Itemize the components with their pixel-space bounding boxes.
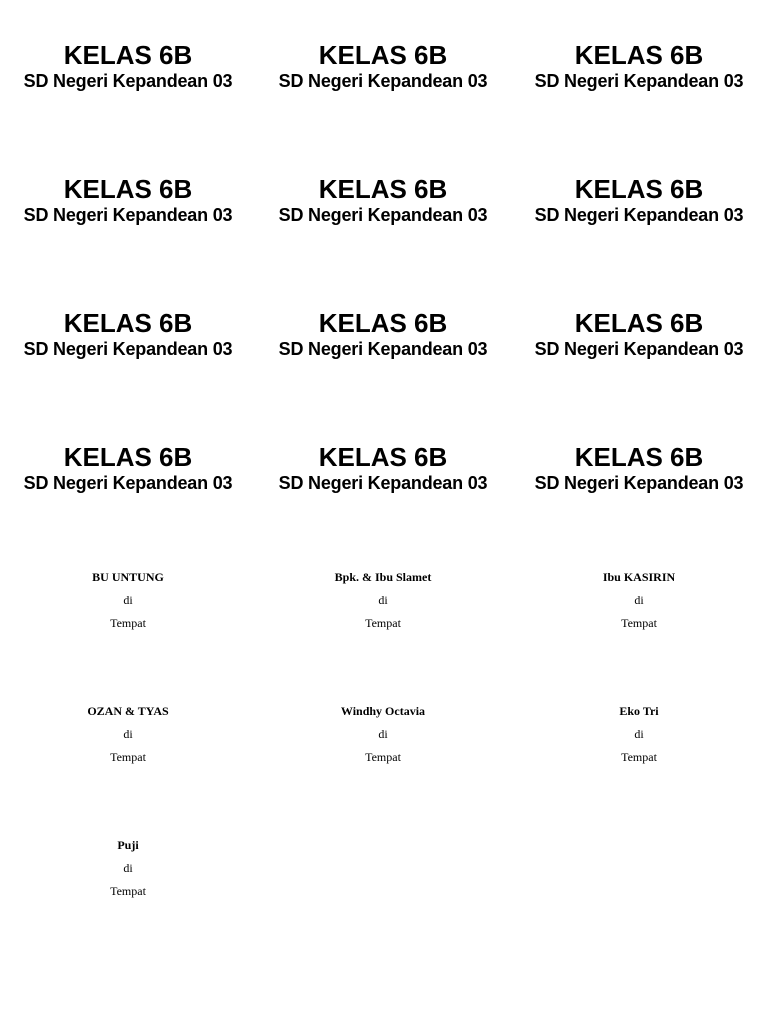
label-title: KELAS 6B xyxy=(63,308,193,338)
header-label xyxy=(510,442,768,576)
recipient-di: di xyxy=(123,593,133,607)
label-title: KELAS 6B xyxy=(318,174,448,204)
recipient-name: Ibu KASIRIN xyxy=(602,570,676,584)
recipient-name: BU UNTUNG xyxy=(92,570,164,584)
label-school: SD Negeri Kepandean 03 xyxy=(278,339,488,359)
recipient-place: Tempat xyxy=(365,616,401,630)
header-label xyxy=(0,174,256,308)
label-title: KELAS 6B xyxy=(574,442,704,472)
label-school: SD Negeri Kepandean 03 xyxy=(278,473,488,493)
label-title: KELAS 6B xyxy=(574,308,704,338)
label-school: SD Negeri Kepandean 03 xyxy=(278,71,488,91)
address-label xyxy=(0,837,256,971)
header-label-grid xyxy=(0,40,768,576)
address-label xyxy=(510,569,768,703)
header-label xyxy=(256,40,510,174)
label-school: SD Negeri Kepandean 03 xyxy=(23,205,233,225)
recipient-place: Tempat xyxy=(110,616,146,630)
address-label xyxy=(256,703,510,837)
label-title: KELAS 6B xyxy=(318,40,448,70)
label-title: KELAS 6B xyxy=(574,40,704,70)
label-school: SD Negeri Kepandean 03 xyxy=(23,71,233,91)
label-title: KELAS 6B xyxy=(63,442,193,472)
label-school: SD Negeri Kepandean 03 xyxy=(23,473,233,493)
header-label xyxy=(256,308,510,442)
address-label xyxy=(510,703,768,837)
label-title: KELAS 6B xyxy=(318,442,448,472)
address-label xyxy=(256,569,510,703)
recipient-place: Tempat xyxy=(365,750,401,764)
header-label xyxy=(510,174,768,308)
label-school: SD Negeri Kepandean 03 xyxy=(23,339,233,359)
recipient-di: di xyxy=(378,727,388,741)
header-label xyxy=(0,308,256,442)
recipient-di: di xyxy=(123,727,133,741)
recipient-name: Puji xyxy=(117,838,139,852)
recipient-place: Tempat xyxy=(110,884,146,898)
recipient-di: di xyxy=(378,593,388,607)
label-school: SD Negeri Kepandean 03 xyxy=(534,339,744,359)
recipient-di: di xyxy=(634,593,644,607)
address-label xyxy=(0,569,256,703)
label-title: KELAS 6B xyxy=(63,174,193,204)
recipient-name: Windhy Octavia xyxy=(340,704,426,718)
recipient-name: Eko Tri xyxy=(619,704,659,718)
header-label xyxy=(0,442,256,576)
recipient-place: Tempat xyxy=(621,750,657,764)
label-title: KELAS 6B xyxy=(63,40,193,70)
recipient-di: di xyxy=(634,727,644,741)
header-label xyxy=(256,442,510,576)
address-label xyxy=(0,703,256,837)
label-school: SD Negeri Kepandean 03 xyxy=(534,71,744,91)
label-title: KELAS 6B xyxy=(318,308,448,338)
recipient-di: di xyxy=(123,861,133,875)
header-label xyxy=(0,40,256,174)
label-title: KELAS 6B xyxy=(574,174,704,204)
header-label xyxy=(510,308,768,442)
recipient-name: OZAN & TYAS xyxy=(87,704,169,718)
label-school: SD Negeri Kepandean 03 xyxy=(534,205,744,225)
recipient-place: Tempat xyxy=(110,750,146,764)
header-label xyxy=(256,174,510,308)
recipient-place: Tempat xyxy=(621,616,657,630)
label-school: SD Negeri Kepandean 03 xyxy=(534,473,744,493)
label-school: SD Negeri Kepandean 03 xyxy=(278,205,488,225)
header-label xyxy=(510,40,768,174)
address-label-grid xyxy=(0,569,768,971)
recipient-name: Bpk. & Ibu Slamet xyxy=(334,570,432,584)
